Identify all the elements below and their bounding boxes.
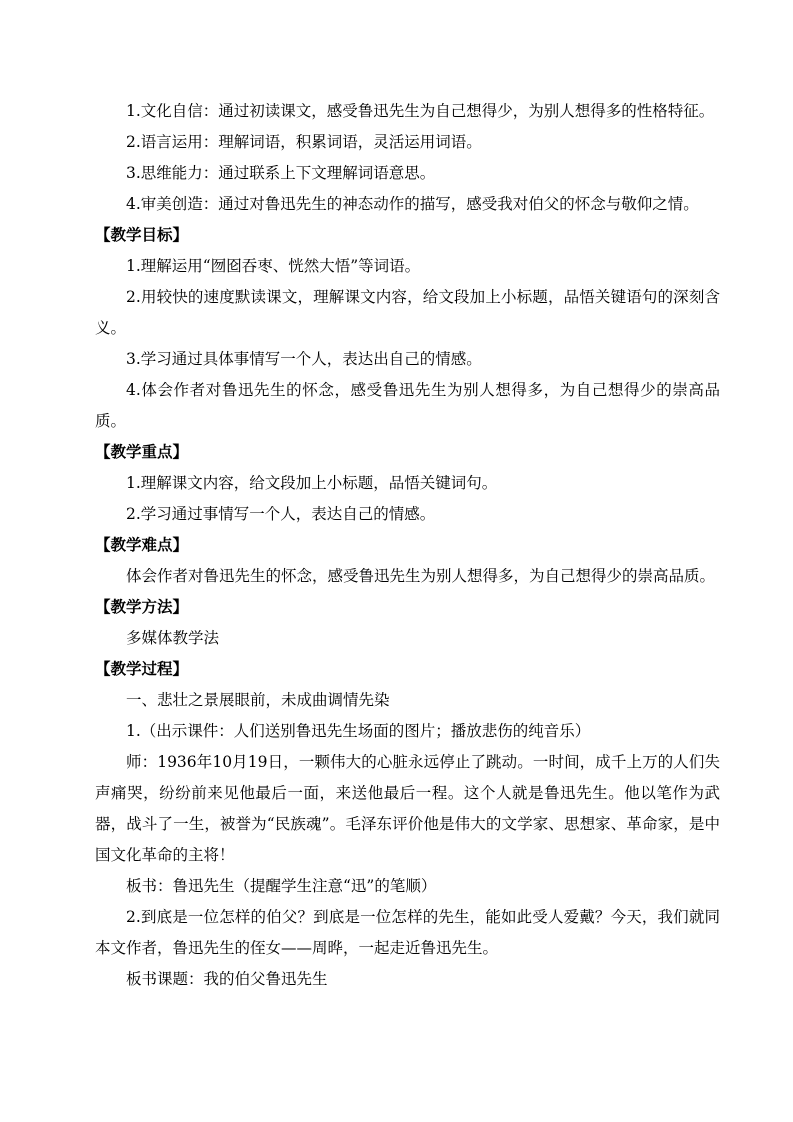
objective-item-3: 3.思维能力：通过联系上下文理解词语意思。 [126,164,436,182]
process-item-2: 1.（出示课件：人们送别鲁迅先生场面的图片；播放悲伤的纯音乐） [126,722,591,740]
process-item-6: 板书课题：我的伯父鲁迅先生 [126,970,328,988]
document-body [95,96,720,995]
objective-item-1: 1.文化自信：通过初读课文，感受鲁迅先生为自己想得少，为别人想得多的性格特征。 [126,102,715,120]
key-point-item-1: 1.理解课文内容，给文段加上小标题，品悟关键词句。 [126,474,498,492]
section-heading-process: 【教学过程】 [95,660,189,678]
process-item-1: 一、悲壮之景展眼前，未成曲调情先染 [126,691,390,709]
section-heading-key-points: 【教学重点】 [95,443,189,461]
teaching-goal-item-2: 2.用较快的速度默读课文，理解课文内容，给文段加上小标题，品悟关键语句的深刻含义。 [95,288,720,337]
section-heading-methods: 【教学方法】 [95,598,189,616]
teaching-goal-item-3: 3.学习通过具体事情写一个人，表达出自己的情感。 [126,350,482,368]
process-item-3: 师：1936年10月19日，一颗伟大的心脏永远停止了跳动。一时间，成千上万的人们失声痛哭，纷纷前来见他最后一面，来送他最后一程。这个人就是鲁迅先生。他以笔作为武器，战斗了一生，被誉为“民族魂”。毛泽东评价他是伟大的文学家、思想家、革命家，是中国文化革命的主将！ [95,753,720,864]
difficulty-item-1: 体会作者对鲁迅先生的怀念，感受鲁迅先生为别人想得多，为自己想得少的崇高品质。 [126,567,716,585]
method-item-1: 多媒体教学法 [126,629,220,647]
teaching-goal-item-1: 1.理解运用“囫囵吞枣、恍然大悟”等词语。 [126,257,421,275]
process-item-5: 2.到底是一位怎样的伯父？到底是一位怎样的先生，能如此受人爱戴？今天，我们就同本文作者，鲁迅先生的侄女——周晔，一起走近鲁迅先生。 [95,908,720,957]
section-heading-teaching-goals: 【教学目标】 [95,226,189,244]
key-point-item-2: 2.学习通过事情写一个人，表达自己的情感。 [126,505,436,523]
objective-item-2: 2.语言运用：理解词语，积累词语，灵活运用词语。 [126,133,482,151]
section-heading-difficulties: 【教学难点】 [95,536,189,554]
objective-item-4: 4.审美创造：通过对鲁迅先生的神态动作的描写，感受我对伯父的怀念与敬仰之情。 [126,195,699,213]
teaching-goal-item-4: 4.体会作者对鲁迅先生的怀念，感受鲁迅先生为别人想得多，为自己想得少的崇高品质。 [95,381,720,430]
process-item-4: 板书：鲁迅先生（提醒学生注意“迅”的笔顺） [126,877,437,895]
